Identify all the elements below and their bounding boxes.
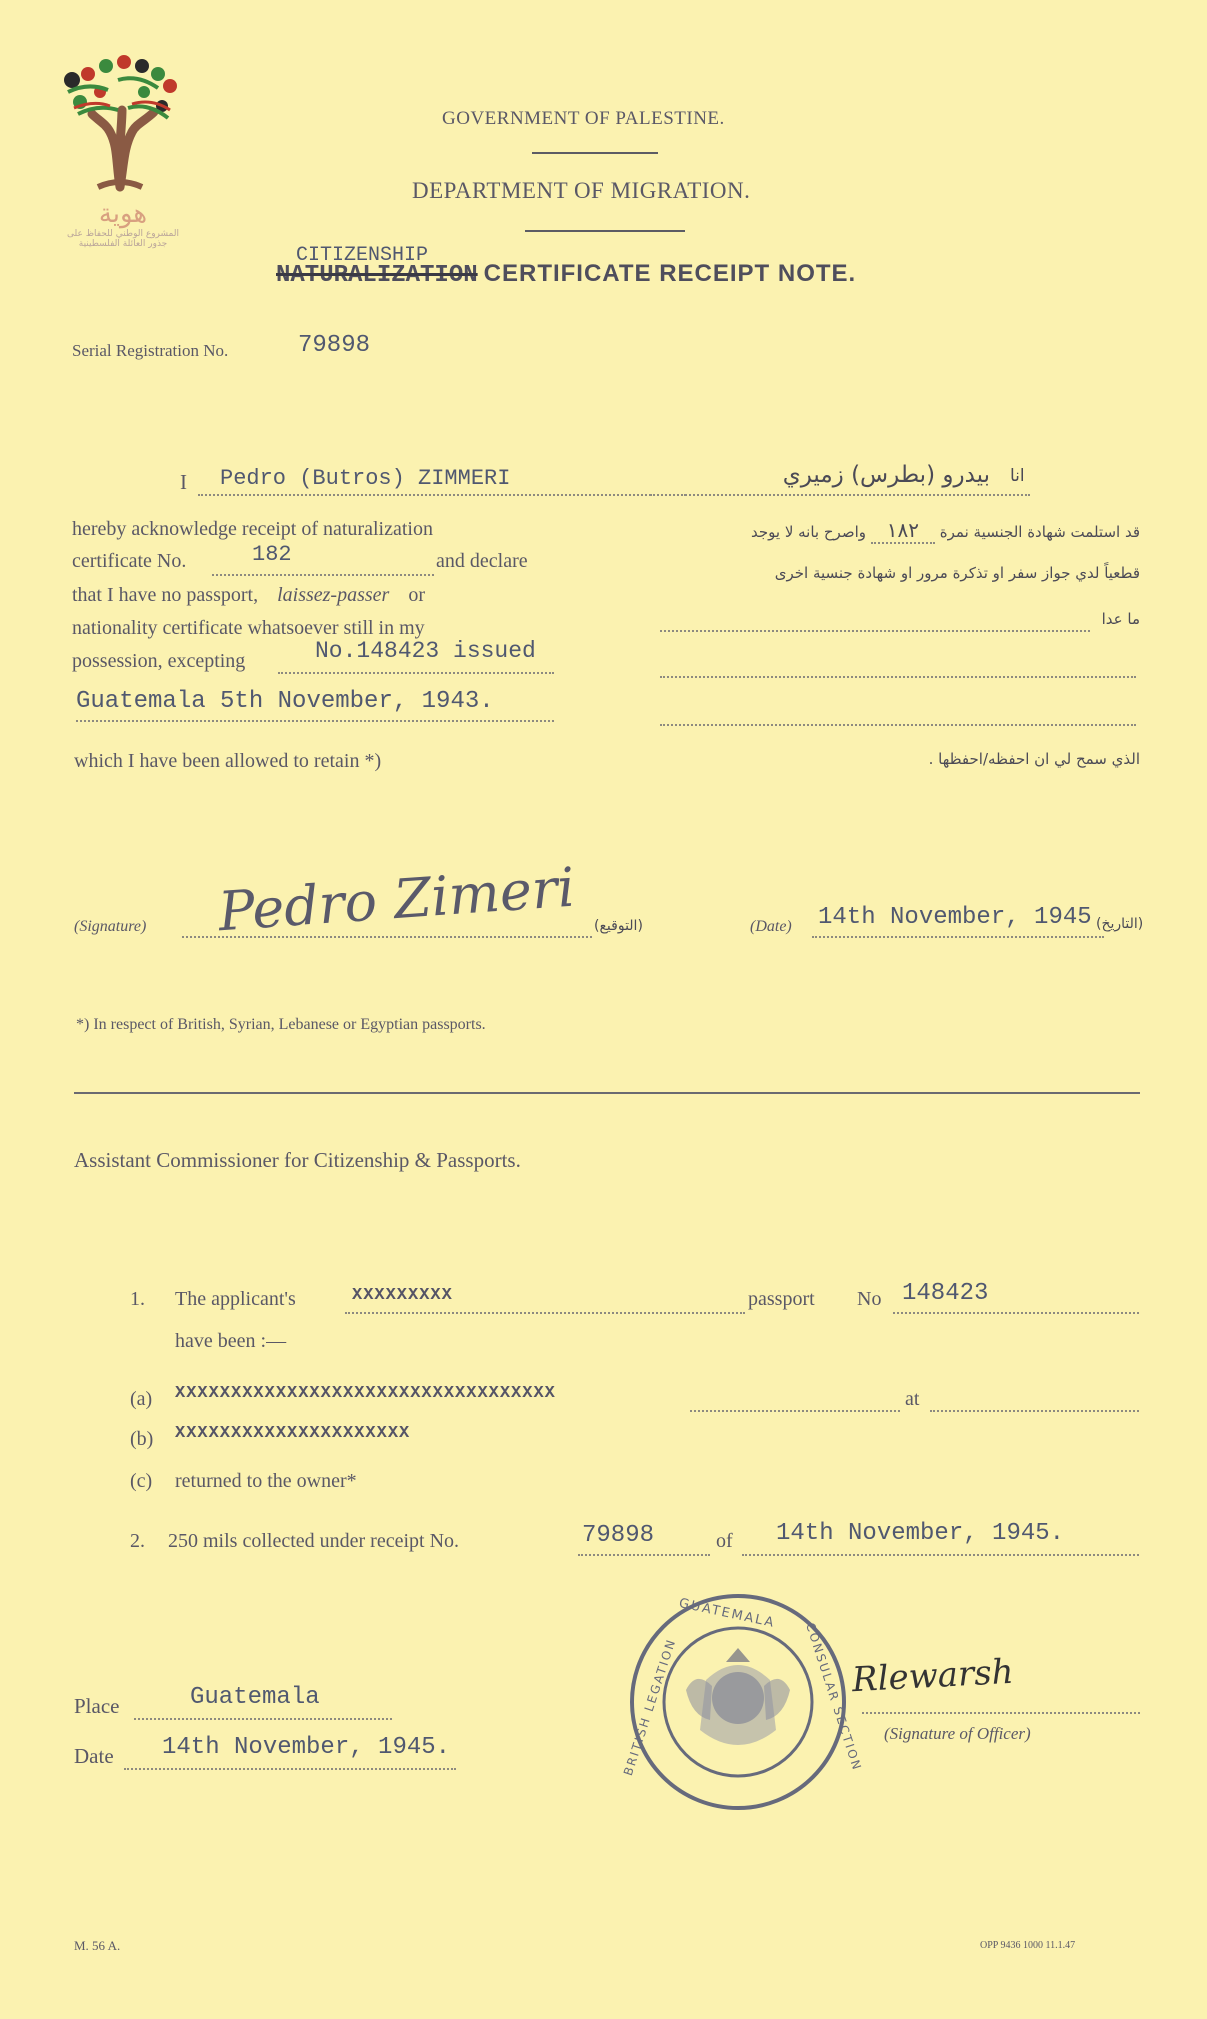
item-a-label: (a) [130, 1388, 153, 1410]
item2-date: 14th November, 1945. [776, 1520, 1065, 1547]
serial-value: 79898 [298, 332, 371, 359]
laissez-passer: laissez-passer [277, 584, 390, 606]
item-b-label: (b) [130, 1428, 154, 1450]
item2-text: 250 mils collected under receipt No. [168, 1530, 460, 1552]
arabic-cert-no: ١٨٢ [871, 518, 935, 544]
date-label: (Date) [750, 918, 792, 935]
item2-of: of [716, 1530, 733, 1552]
arabic-name-prefix: انا [1010, 466, 1025, 486]
stamp-text-top: GUATEMALA [677, 1595, 777, 1632]
place-label: Place [74, 1694, 120, 1718]
document-title [276, 260, 856, 289]
stamp-text-right: CONSULAR SECTION [803, 1620, 865, 1774]
cert-label: certificate No. [72, 550, 187, 572]
item-a-at-line [930, 1390, 1139, 1412]
citizenship-overtype: CITIZENSHIP [296, 244, 429, 267]
arabic-retain: الذي سمح لي ان احفظه/احفظها . [928, 750, 1140, 768]
arabic-name-value: بيدرو (بطرس) زميري [782, 462, 990, 488]
signature-arabic-label: (التوقيع) [594, 918, 643, 934]
footnote: *) In respect of British, Syrian, Lebanese or Egyptian passports. [76, 1016, 486, 1033]
logo [58, 52, 188, 272]
consular-stamp [620, 1590, 865, 1814]
cert-line [212, 548, 434, 576]
retain-text: which I have been allowed to retain *) [74, 750, 382, 772]
item1-number: 1. [130, 1288, 145, 1310]
arabic-line-3: ما عدا [1101, 610, 1140, 628]
item1-no-value: 148423 [902, 1280, 989, 1307]
stamp-text-left: BRITISH LEGATION [620, 1636, 679, 1778]
arabic-line-1a: قد استلمت شهادة الجنسية نمرة [939, 523, 1140, 541]
item2-number: 2. [130, 1530, 145, 1552]
date-value: 14th November, 1945 [818, 904, 1092, 931]
item1-text: The applicant's [175, 1288, 296, 1310]
officer-label: (Signature of Officer) [884, 1724, 1031, 1743]
arabic-line-2: قطعياً لدي جواز سفر او تذكرة مرور او شهادة جنسية اخرى [774, 564, 1140, 582]
arabic-line-3-dots [660, 612, 1090, 632]
naturalization-struck: NATURALIZATION [276, 262, 478, 289]
serial-label: Serial Registration No. [72, 341, 229, 360]
logo-caption-1: المشروع الوطني للحفاظ على [66, 229, 179, 239]
family-tree-icon [58, 52, 188, 192]
form-number: M. 56 A. [74, 1938, 121, 1953]
english-line-3 [72, 584, 425, 607]
cert-number: 182 [252, 542, 292, 567]
footer-date-label: Date [74, 1744, 114, 1768]
title-rest: CERTIFICATE RECEIPT NOTE. [483, 260, 857, 287]
item1-struck: XXXXXXXXX [352, 1286, 453, 1305]
department-heading: DEPARTMENT OF MIGRATION. [412, 178, 751, 203]
government-heading: GOVERNMENT OF PALESTINE. [442, 108, 725, 129]
applicant-signature: Pedro Zimeri [216, 855, 577, 944]
item1-passport: passport [748, 1288, 815, 1310]
date-arabic-label: (التاريخ) [1096, 916, 1144, 932]
place-value: Guatemala [190, 1684, 320, 1711]
arabic-blank-1 [660, 658, 1136, 678]
logo-arabic-title: هوية [98, 199, 148, 229]
english-line-4: nationality certificate whatsoever still in my [72, 617, 425, 639]
line-6-value: Guatemala 5th November, 1943. [76, 688, 494, 715]
header-rule-1 [532, 152, 658, 154]
commissioner-heading: Assistant Commissioner for Citizenship & Passports. [74, 1148, 521, 1172]
item-a-at: at [905, 1388, 920, 1410]
arabic-line-1b: واصرح بانه لا يوجد [750, 523, 866, 541]
line3-a: that I have no passport, [72, 584, 259, 606]
arabic-line-1 [650, 518, 1140, 542]
signature-label: (Signature) [74, 918, 147, 935]
logo-caption-2: جذور العائلة الفلسطينية [78, 239, 168, 249]
have-been: have been :— [175, 1330, 287, 1352]
section-divider [74, 1092, 1140, 1094]
excepting-value: No.148423 issued [315, 638, 536, 664]
item1-no: No [857, 1288, 882, 1310]
applicant-name: Pedro (Butros) ZIMMERI [220, 466, 511, 491]
item-c-label: (c) [130, 1470, 153, 1492]
item-a-struck: XXXXXXXXXXXXXXXXXXXXXXXXXXXXXXXXXX [175, 1384, 556, 1403]
arabic-blank-2 [660, 706, 1136, 726]
english-line-5: possession, excepting [72, 650, 246, 672]
i-prefix: I [180, 470, 187, 494]
officer-signature-line [862, 1696, 1140, 1714]
item2-receipt: 79898 [582, 1522, 655, 1549]
item-b-struck: XXXXXXXXXXXXXXXXXXXXX [175, 1424, 411, 1443]
officer-signature: Rlewarsh [851, 1651, 1015, 1701]
english-line-1: hereby acknowledge receipt of naturalization [72, 518, 433, 540]
declare-text: and declare [436, 550, 528, 572]
printer-code: OPP 9436 1000 11.1.47 [980, 1940, 1076, 1951]
header-rule-2 [525, 230, 685, 232]
footer-date-value: 14th November, 1945. [162, 1734, 451, 1761]
item-a-line [690, 1390, 900, 1412]
line3-c: or [408, 584, 425, 606]
item-c-text: returned to the owner* [175, 1470, 357, 1492]
